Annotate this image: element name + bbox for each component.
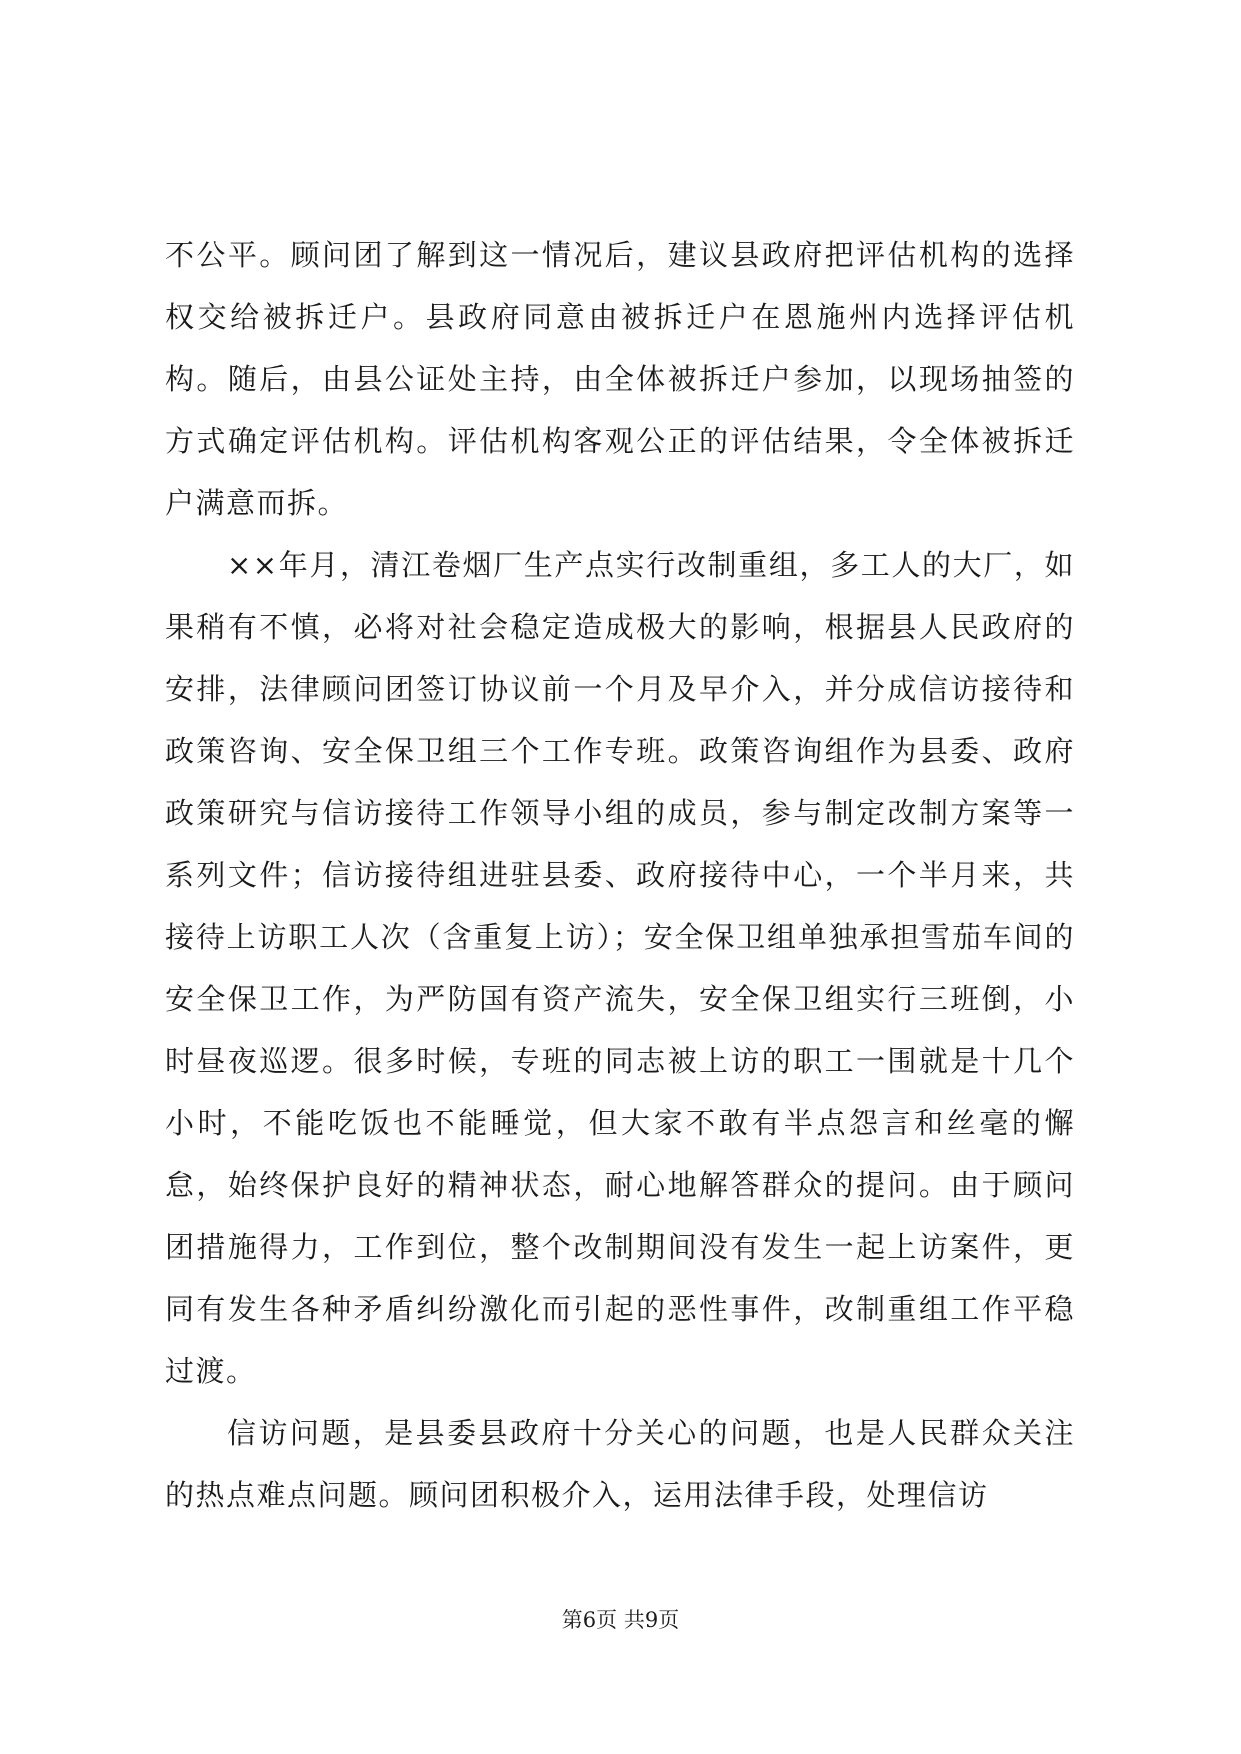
page-footer: 第6页 共9页 xyxy=(561,1608,680,1632)
paragraph-3: 信访问题，是县委县政府十分关心的问题，也是人民群众关注的热点难点问题。顾问团积极介入，运用法律手段，处理信访 xyxy=(165,1416,1075,1512)
document-body xyxy=(165,224,1075,1526)
paragraph-1: 不公平。顾问团了解到这一情况后，建议县政府把评估机构的选择权交给被拆迁户。县政府同意由被拆迁户在恩施州内选择评估机构。随后，由县公证处主持，由全体被拆迁户参加，以现场抽签的方式确定评估机构。评估机构客观公正的评估结果，令全体被拆迁户满意而拆。 xyxy=(165,238,1075,520)
paragraph-2: ××年月，清江卷烟厂生产点实行改制重组，多工人的大厂，如果稍有不慎，必将对社会稳定造成极大的影响，根据县人民政府的安排，法律顾问团签订协议前一个月及早介入，并分成信访接待和政策咨询、安全保卫组三个工作专班。政策咨询组作为县委、政府政策研究与信访接待工作领导小组的成员，参与制定改制方案等一系列文件；信访接待组进驻县委、政府接待中心，一个半月来，共接待上访职工人次（含重复上访）；安全保卫组单独承担雪茄车间的安全保卫工作，为严防国有资产流失，安全保卫组实行三班倒，小时昼夜巡逻。很多时候，专班的同志被上访的职工一围就是十几个小时，不能吃饭也不能睡觉，但大家不敢有半点怨言和丝毫的懈怠，始终保护良好的精神状态，耐心地解答群众的提问。由于顾问团措施得力，工作到位，整个改制期间没有发生一起上访案件，更同有发生各种矛盾纠纷激化而引起的恶性事件，改制重组工作平稳过渡。 xyxy=(165,548,1075,1388)
